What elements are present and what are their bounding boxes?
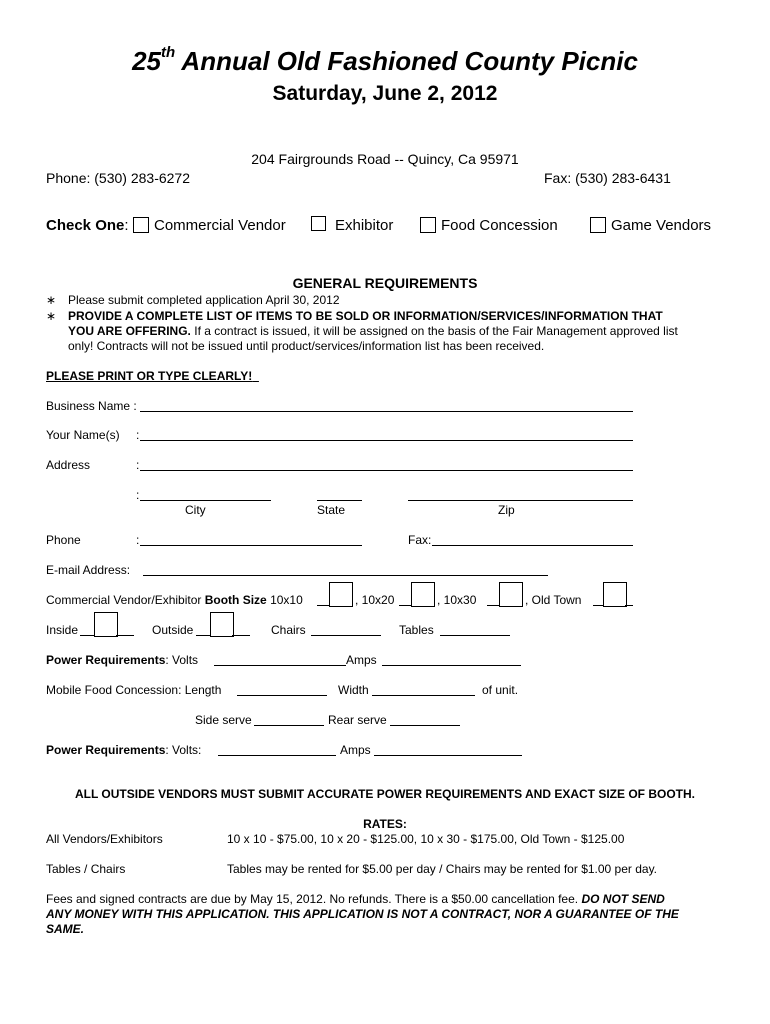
- game-vendors-checkbox[interactable]: [590, 217, 606, 233]
- food-concession-label: Food Concession: [441, 217, 558, 234]
- booth-underline: [317, 605, 329, 606]
- outside-box[interactable]: [210, 612, 234, 637]
- game-vendors-label: Game Vendors: [611, 217, 712, 234]
- rear-serve-field[interactable]: [390, 725, 460, 726]
- colon: :: [136, 428, 140, 442]
- phone-label: Phone: [46, 533, 81, 547]
- exhibitor-checkbox[interactable]: [311, 216, 326, 231]
- email-field[interactable]: [143, 575, 548, 576]
- your-names-label: Your Name(s): [46, 428, 120, 442]
- food-concession-checkbox[interactable]: [420, 217, 436, 233]
- booth-10x10-box[interactable]: [329, 582, 353, 607]
- exhibitor-label: Exhibitor: [335, 217, 394, 234]
- rates-row-label: Tables / Chairs: [46, 862, 126, 876]
- booth-10x30-label: , 10x30: [437, 593, 477, 607]
- booth-underline: [625, 605, 633, 606]
- commercial-vendor-checkbox[interactable]: [133, 217, 149, 233]
- rates-row-value: 10 x 10 - $75.00, 10 x 20 - $125.00, 10 x 30 - $175.00, Old Town - $125.00: [227, 832, 625, 846]
- power2-volts-field[interactable]: [218, 755, 336, 756]
- inside-underline: [80, 635, 94, 636]
- inside-box[interactable]: [94, 612, 118, 637]
- booth-underline: [593, 605, 603, 606]
- power-notice: ALL OUTSIDE VENDORS MUST SUBMIT ACCURATE POWER REQUIREMENTS AND EXACT SIZE OF BOOTH.: [74, 787, 695, 801]
- width-field[interactable]: [372, 695, 475, 696]
- inside-underline: [116, 635, 134, 636]
- power-amps-label: Amps: [346, 653, 377, 667]
- event-date: Saturday, June 2, 2012: [272, 82, 498, 105]
- rates-heading: RATES:: [363, 817, 407, 831]
- your-names-field[interactable]: [140, 440, 633, 441]
- requirement-item-continued: YOU ARE OFFERING. If a contract is issued, it will be assigned on the basis of the Fair Management approved list: [68, 324, 678, 338]
- check-one-label: Check One:: [46, 217, 129, 234]
- phone-field[interactable]: [140, 545, 362, 546]
- power-volts-field[interactable]: [214, 665, 346, 666]
- state-field[interactable]: [317, 500, 362, 501]
- colon: :: [136, 533, 140, 547]
- business-name-field[interactable]: [140, 411, 633, 412]
- power-amps-field[interactable]: [382, 665, 521, 666]
- side-serve-field[interactable]: [254, 725, 324, 726]
- city-label: City: [185, 503, 206, 517]
- length-field[interactable]: [237, 695, 327, 696]
- outside-underline: [232, 635, 250, 636]
- zip-label: Zip: [498, 503, 515, 517]
- rear-serve-label: Rear serve: [328, 713, 387, 727]
- width-label: Width: [338, 683, 369, 697]
- chairs-label: Chairs: [271, 623, 306, 637]
- city-field[interactable]: [140, 500, 271, 501]
- colon: :: [136, 458, 140, 472]
- power2-amps-label: Amps: [340, 743, 371, 757]
- requirement-item-continued: only! Contracts will not be issued until product/services/information list has been received.: [68, 339, 545, 353]
- fees-notice-continued: ANY MONEY WITH THIS APPLICATION. THIS APPLICATION IS NOT A CONTRACT, NOR A GUARANTEE OF THE: [46, 907, 679, 921]
- mobile-food-length-label: Mobile Food Concession: Length: [46, 683, 222, 697]
- page-title: 25th Annual Old Fashioned County Picnic: [132, 44, 638, 76]
- of-unit-label: of unit.: [482, 683, 519, 697]
- bullet-icon: ∗: [46, 293, 57, 307]
- outside-underline: [196, 635, 210, 636]
- requirement-item: Please submit completed application April 30, 2012: [68, 293, 340, 307]
- requirement-item: PROVIDE A COMPLETE LIST OF ITEMS TO BE SOLD OR INFORMATION/SERVICES/INFORMATION THAT: [68, 309, 663, 323]
- fax-field[interactable]: [432, 545, 633, 546]
- bullet-icon: ∗: [46, 309, 57, 323]
- fees-notice-continued: SAME.: [46, 922, 85, 936]
- general-requirements-heading: GENERAL REQUIREMENTS: [292, 275, 478, 291]
- phone-number: Phone: (530) 283-6272: [46, 170, 190, 186]
- outside-label: Outside: [152, 623, 194, 637]
- inside-label: Inside: [46, 623, 79, 637]
- power2-amps-field[interactable]: [374, 755, 522, 756]
- fees-notice: Fees and signed contracts are due by May 15, 2012. No refunds. There is a $50.00 cancellation fee. DO NOT SEND: [46, 892, 665, 906]
- booth-10x30-box[interactable]: [499, 582, 523, 607]
- print-clearly-note: PLEASE PRINT OR TYPE CLEARLY!: [46, 369, 253, 383]
- state-label: State: [317, 503, 346, 517]
- tables-label: Tables: [399, 623, 434, 637]
- booth-old-town-label: , Old Town: [525, 593, 582, 607]
- booth-10x20-box[interactable]: [411, 582, 435, 607]
- address-label: Address: [46, 458, 91, 472]
- address-field[interactable]: [140, 470, 633, 471]
- booth-size-label: Commercial Vendor/Exhibitor Booth Size 10x10: [46, 593, 303, 607]
- power-requirements-label-2: Power Requirements: Volts:: [46, 743, 202, 757]
- booth-underline: [487, 605, 499, 606]
- email-label: E-mail Address:: [46, 563, 131, 577]
- chairs-field[interactable]: [311, 635, 381, 636]
- zip-field[interactable]: [408, 500, 633, 501]
- fax-label: Fax:: [408, 533, 432, 547]
- event-address: 204 Fairgrounds Road -- Quincy, Ca 95971: [251, 151, 519, 167]
- rates-row-value: Tables may be rented for $5.00 per day / Chairs may be rented for $1.00 per day.: [227, 862, 658, 876]
- booth-old-town-box[interactable]: [603, 582, 627, 607]
- side-serve-label: Side serve: [195, 713, 252, 727]
- tables-field[interactable]: [440, 635, 510, 636]
- fax-number: Fax: (530) 283-6431: [544, 170, 671, 186]
- booth-10x20-label: , 10x20: [355, 593, 395, 607]
- power-requirements-label: Power Requirements: Volts: [46, 653, 199, 667]
- commercial-vendor-label: Commercial Vendor: [154, 217, 286, 234]
- booth-underline: [399, 605, 411, 606]
- rates-row-label: All Vendors/Exhibitors: [46, 832, 163, 846]
- business-name-label: Business Name :: [46, 399, 137, 413]
- colon: :: [136, 488, 140, 502]
